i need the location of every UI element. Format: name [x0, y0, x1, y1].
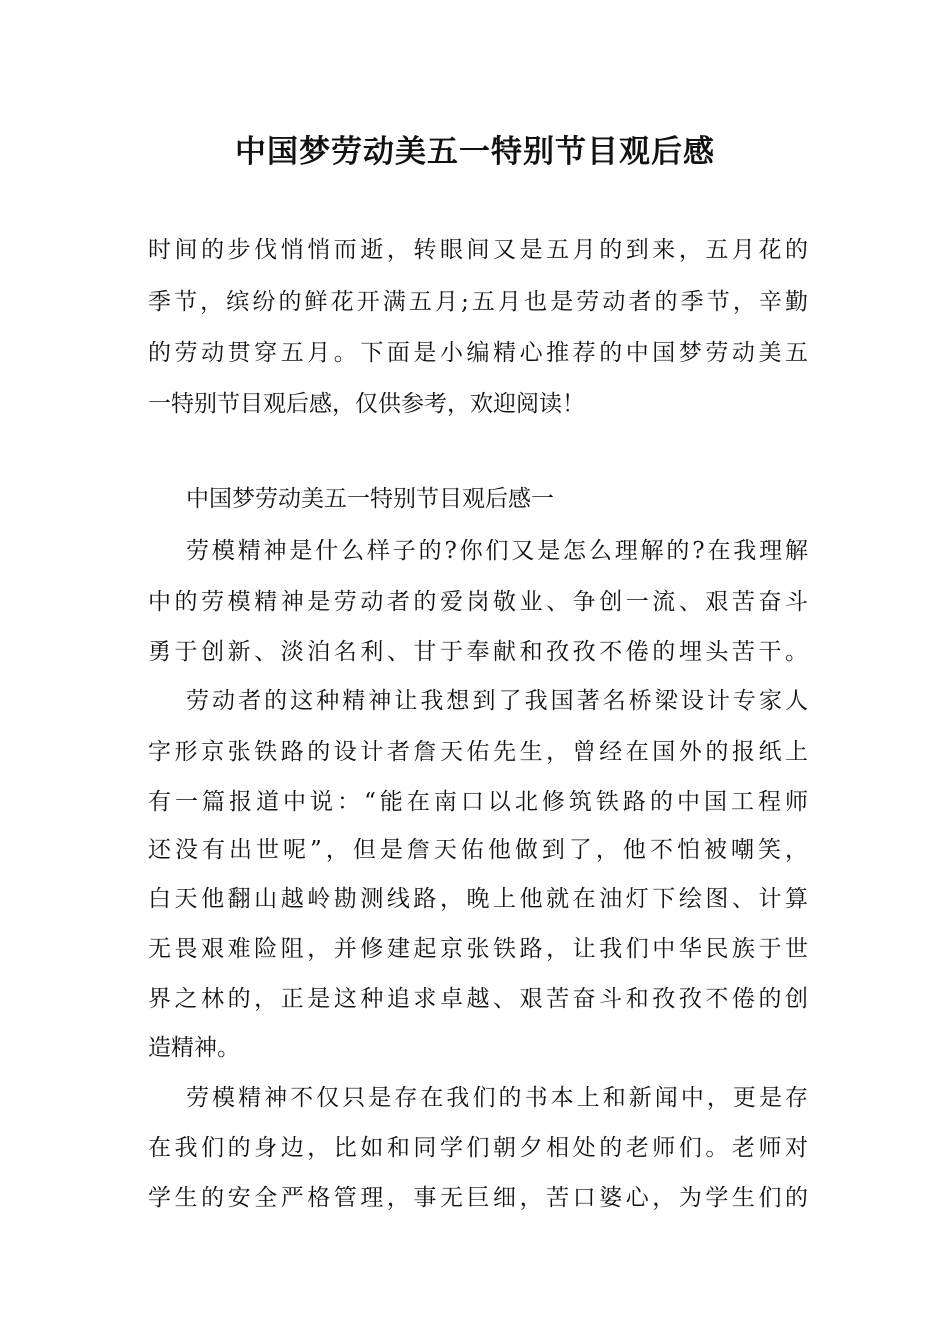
section-heading: 中国梦劳动美五一特别节目观后感一: [186, 486, 554, 512]
para2-line-1: 劳动者的这种精神让我想到了我国著名桥梁设计专家人: [186, 688, 808, 714]
para2-line-3: 有一篇报道中说：“能在南口以北修筑铁路的中国工程师: [148, 789, 808, 815]
para2-line-7: 界之林的，正是这种追求卓越、艰苦奋斗和孜孜不倦的创: [148, 986, 808, 1012]
para1-line-3: 勇于创新、淡泊名利、甘于奉献和孜孜不倦的埋头苦干。: [148, 639, 808, 665]
para2-line-5: 白天他翻山越岭勘测线路，晚上他就在油灯下绘图、计算: [148, 886, 808, 912]
para2-line-8: 造精神。: [148, 1035, 240, 1061]
para2-line-4: 还没有出世呢”，但是詹天佑他做到了，他不怕被嘲笑，: [148, 837, 808, 863]
intro-line-4: 一特别节目观后感，仅供参考，欢迎阅读！: [148, 391, 585, 417]
para2-line-2: 字形京张铁路的设计者詹天佑先生，曾经在国外的报纸上: [148, 739, 808, 765]
para2-line-6: 无畏艰难险阻，并修建起京张铁路，让我们中华民族于世: [148, 936, 808, 962]
intro-line-1: 时间的步伐悄悄而逝，转眼间又是五月的到来，五月花的: [148, 237, 808, 263]
para1-line-2: 中的劳模精神是劳动者的爱岗敬业、争创一流、艰苦奋斗: [148, 589, 808, 615]
intro-line-3: 的劳动贯穿五月。下面是小编精心推荐的中国梦劳动美五: [148, 340, 808, 366]
document-title: 中国梦劳动美五一特别节目观后感: [235, 134, 715, 170]
intro-line-2: 季节，缤纷的鲜花开满五月;五月也是劳动者的季节，辛勤: [148, 289, 808, 315]
para3-line-1: 劳模精神不仅只是存在我们的书本上和新闻中，更是存: [186, 1085, 808, 1111]
para3-line-2: 在我们的身边，比如和同学们朝夕相处的老师们。老师对: [148, 1135, 808, 1161]
para1-line-1: 劳模精神是什么样子的?你们又是怎么理解的?在我理解: [186, 538, 808, 564]
para3-line-3: 学生的安全严格管理，事无巨细，苦口婆心，为学生们的: [148, 1185, 808, 1211]
